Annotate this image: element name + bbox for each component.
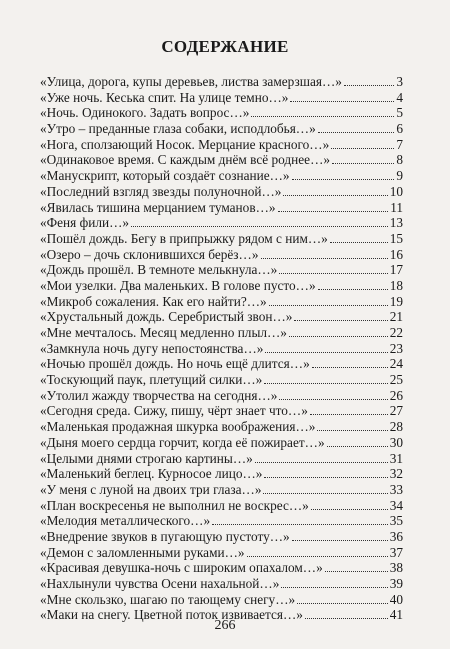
toc-entry-page: 36: [389, 528, 403, 544]
toc-entry-title: «Явилась тишина мерцанием туманов…»: [40, 199, 276, 215]
dot-leader: [331, 148, 394, 149]
toc-entry-title: «Красивая девушка-ночь с широким опахалом…»: [40, 560, 323, 576]
toc-entry: [40, 309, 403, 325]
toc-entry: [40, 435, 403, 451]
dot-leader: [325, 571, 388, 572]
toc-entry-title: «Нога, сползающий Носок. Мерцание красного…»: [40, 136, 330, 152]
toc-entry-page: 24: [389, 356, 403, 372]
dot-leader: [289, 336, 388, 337]
page-title: СОДЕРЖАНИЕ: [161, 37, 289, 56]
toc-entry-title: «Дождь прошёл. В темноте мелькнула…»: [40, 262, 278, 278]
toc-entry-page: 31: [389, 450, 403, 466]
toc-entry-page: 34: [389, 497, 403, 513]
toc-entry: [40, 419, 403, 435]
toc-entry-title: «Манускрипт, который создаёт сознание…»: [40, 168, 290, 184]
toc-entry: [40, 403, 403, 419]
toc-entry-title: «Ночь. Одинокого. Задать вопрос…»: [40, 105, 250, 121]
toc-entry-title: «Демон с заломленными руками…»: [40, 544, 245, 560]
toc-entry-page: 18: [389, 277, 403, 293]
toc-entry: [40, 545, 403, 561]
dot-leader: [311, 509, 388, 510]
dot-leader: [261, 258, 388, 259]
toc-entry: [40, 74, 403, 90]
toc-entry-page: 3: [396, 74, 403, 89]
dot-leader: [318, 289, 388, 290]
toc-entry-page: 16: [389, 246, 403, 262]
dot-leader: [330, 242, 388, 243]
toc-entry-title: «Хрустальный дождь. Серебристый звон…»: [40, 309, 293, 325]
dot-leader: [264, 383, 387, 384]
dot-leader: [310, 414, 388, 415]
toc-entry: [40, 168, 403, 184]
toc-entry-page: 13: [389, 215, 403, 231]
toc-entry: [40, 121, 403, 137]
toc-entry: [40, 592, 403, 608]
dot-leader: [251, 116, 394, 117]
toc-entry-title: «Утолил жажду творчества на сегодня…»: [40, 387, 278, 403]
toc-entry-title: «Улица, дорога, купы деревьев, листва замерзшая…»: [40, 74, 342, 89]
toc-entry-page: 25: [389, 372, 403, 388]
dot-leader: [290, 101, 394, 102]
toc-entry-title: «Мои узелки. Два маленьких. В голове пусто…»: [40, 277, 316, 293]
toc-entry-title: «Озеро – дочь склонившихся берёз…»: [40, 246, 259, 262]
toc-entry-page: 11: [390, 199, 403, 215]
dot-leader: [269, 305, 388, 306]
toc-entry-title: «Целыми днями строгаю картины…»: [40, 450, 253, 466]
toc-entry-title: «У меня с луной на двоих три глаза…»: [40, 481, 262, 497]
toc-entry: [40, 200, 403, 216]
toc-entry: [40, 451, 403, 467]
toc-entry: [40, 356, 403, 372]
toc-entry-title: «Мелодия металлического…»: [40, 513, 211, 529]
dot-leader: [283, 195, 387, 196]
toc-entry-page: 5: [396, 105, 403, 121]
toc-entry: [40, 105, 403, 121]
dot-leader: [263, 493, 387, 494]
dot-leader: [281, 587, 387, 588]
toc-entry-page: 19: [389, 293, 403, 309]
toc-entry-title: «Феня фили…»: [40, 215, 130, 231]
toc-entry: [40, 372, 403, 388]
toc-entry: [40, 576, 403, 592]
toc-entry-page: 27: [389, 403, 403, 419]
dot-leader: [292, 179, 395, 180]
toc-entry-page: 21: [389, 309, 403, 325]
toc-entry-page: 22: [389, 325, 403, 340]
toc-entry-page: 26: [389, 387, 403, 403]
toc-entry: [40, 215, 403, 231]
toc-entry-title: «Ночью прошёл дождь. Но ночь ещё длится…»: [40, 356, 310, 372]
toc-entry-page: 30: [389, 434, 403, 450]
table-of-contents: [40, 74, 403, 623]
toc-entry-page: 4: [396, 89, 403, 105]
toc-entry-page: 6: [396, 121, 403, 137]
toc-entry: [40, 262, 403, 278]
toc-entry: [40, 388, 403, 404]
toc-entry-title: «Пошёл дождь. Бегу в припрыжку рядом с ним…»: [40, 230, 328, 246]
toc-entry: [40, 325, 403, 341]
toc-entry-title: «План воскресенья не выполнил не воскрес…»: [40, 497, 309, 513]
dot-leader: [279, 273, 387, 274]
toc-entry-page: 35: [389, 513, 403, 529]
toc-entry: [40, 294, 403, 310]
dot-leader: [297, 603, 388, 604]
toc-entry-page: 17: [389, 262, 403, 278]
toc-entry: [40, 184, 403, 200]
toc-entry-title: «Мне скользко, шагаю по тающему снегу…»: [40, 591, 296, 607]
toc-entry: [40, 90, 403, 106]
page-number: 266: [214, 618, 236, 633]
dot-leader: [212, 524, 388, 525]
toc-entry-title: «Маки на снегу. Цветной поток извивается…»: [40, 607, 303, 623]
toc-entry-page: 33: [389, 481, 403, 497]
dot-leader: [317, 430, 387, 431]
toc-entry-page: 41: [389, 607, 403, 623]
toc-entry-title: «Замкнула ночь дугу непостоянства…»: [40, 340, 264, 356]
toc-entry-page: 10: [389, 183, 403, 199]
toc-entry-page: 39: [389, 576, 403, 591]
dot-leader: [327, 446, 388, 447]
dot-leader: [312, 367, 388, 368]
toc-entry: [40, 278, 403, 294]
toc-entry: [40, 137, 403, 153]
toc-entry-title: «Сегодня среда. Сижу, пишу, чёрт знает что…»: [40, 403, 308, 419]
toc-entry-title: «Мне мечталось. Месяц медленно плыл…»: [40, 325, 287, 340]
toc-entry-title: «Тоскующий паук, плетущий силки…»: [40, 372, 263, 388]
dot-leader: [264, 477, 387, 478]
toc-entry-title: «Дыня моего сердца горчит, когда её пожирает…»: [40, 434, 325, 450]
dot-leader: [294, 320, 387, 321]
dot-leader: [279, 399, 387, 400]
toc-entry: [40, 247, 403, 263]
toc-entry-page: 8: [396, 152, 403, 168]
toc-entry: [40, 482, 403, 498]
toc-entry: [40, 152, 403, 168]
toc-entry-page: 37: [389, 544, 403, 560]
toc-entry: [40, 466, 403, 482]
toc-entry-title: «Внедрение звуков в пугающую пустоту…»: [40, 528, 290, 544]
toc-entry-title: «Маленькая продажная шкурка воображения…»: [40, 419, 316, 435]
toc-entry-page: 28: [389, 419, 403, 435]
toc-entry-title: «Нахлынули чувства Осени нахальной…»: [40, 576, 280, 591]
dot-leader: [247, 556, 388, 557]
toc-entry: [40, 513, 403, 529]
toc-entry-page: 9: [396, 168, 403, 184]
toc-entry-title: «Утро – преданные глаза собаки, исподлобья…»: [40, 121, 316, 137]
toc-entry-page: 32: [389, 466, 403, 482]
dot-leader: [292, 540, 388, 541]
toc-entry-title: «Микроб сожаления. Как его найти?…»: [40, 293, 267, 309]
toc-entry-title: «Одинаковое время. С каждым днём всё роднее…»: [40, 152, 331, 168]
toc-entry-page: 7: [396, 136, 403, 152]
toc-entry-page: 38: [389, 560, 403, 576]
dot-leader: [265, 352, 387, 353]
dot-leader: [318, 132, 395, 133]
dot-leader: [332, 163, 394, 164]
dot-leader: [131, 226, 388, 227]
dot-leader: [344, 85, 394, 86]
toc-entry-title: «Уже ночь. Кеська спит. На улице темно…»: [40, 89, 289, 105]
toc-entry: [40, 560, 403, 576]
toc-entry: [40, 341, 403, 357]
dot-leader: [278, 211, 389, 212]
toc-entry-page: 15: [389, 230, 403, 246]
dot-leader: [255, 462, 388, 463]
toc-entry: [40, 498, 403, 514]
toc-entry-title: «Последний взгляд звезды полуночной…»: [40, 183, 282, 199]
toc-entry: [40, 231, 403, 247]
toc-entry-page: 40: [389, 591, 403, 607]
toc-entry: [40, 529, 403, 545]
toc-entry-title: «Маленький беглец. Курносое лицо…»: [40, 466, 263, 482]
toc-entry-page: 23: [389, 340, 403, 356]
